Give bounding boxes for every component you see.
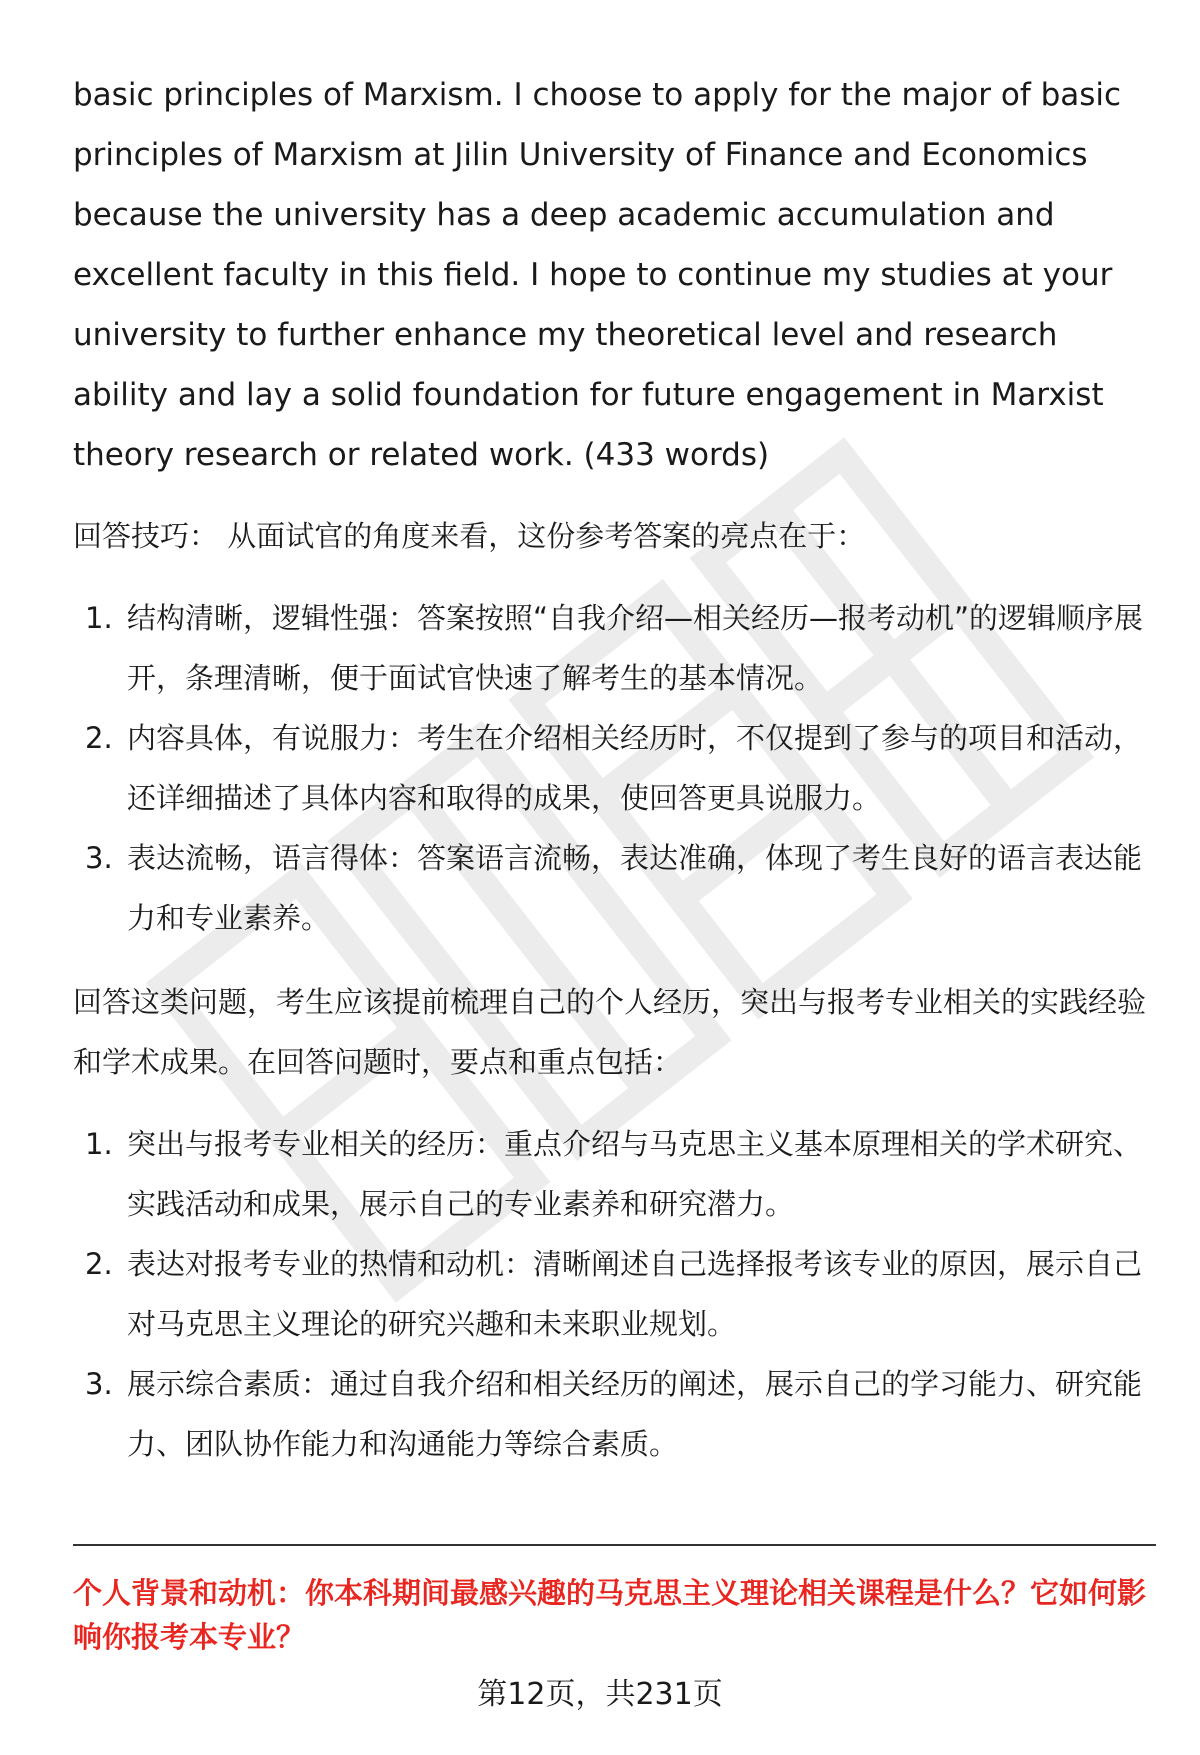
tips-list xyxy=(73,588,1148,948)
list-item xyxy=(73,588,1148,708)
list-item-text: 突出与报考专业相关的经历：重点介绍与马克思主义基本原理相关的学术研究、实践活动和成果，展示自己的专业素养和研究潜力。 xyxy=(127,1127,1143,1221)
tips-intro: 回答技巧： 从面试官的角度来看，这份参考答案的亮点在于： xyxy=(73,519,866,553)
list-item-text: 表达对报考专业的热情和动机：清晰阐述自己选择报考该专业的原因，展示自己对马克思主义理论的研究兴趣和未来职业规划。 xyxy=(127,1247,1143,1341)
list-number: 3. xyxy=(85,1367,113,1401)
list-item xyxy=(73,1234,1148,1354)
list-item-text: 结构清晰，逻辑性强：答案按照“自我介绍—相关经历—报考动机”的逻辑顺序展开，条理清晰，便于面试官快速了解考生的基本情况。 xyxy=(127,601,1144,695)
list-item xyxy=(73,828,1148,948)
list-number: 2. xyxy=(85,721,113,755)
section-divider xyxy=(73,1544,1156,1546)
main-content xyxy=(73,65,1148,1474)
next-question-heading: 个人背景和动机：你本科期间最感兴趣的马克思主义理论相关课程是什么？它如何影响你报考本专业？ xyxy=(73,1576,1147,1654)
list-item xyxy=(73,1114,1148,1234)
body-paragraph: basic principles of Marxism. I choose to apply for the major of basic principles of Marxism at Jilin University of Finance and Economics because the university has a deep academic accumulation and excellent faculty in this field. I hope to continue my studies at your university to further enhance my theoretical level and research ability and lay a solid foundation for future engagement in Marxist theory research or related work. (433 words) xyxy=(73,77,1122,473)
advice-intro: 回答这类问题，考生应该提前梳理自己的个人经历，突出与报考专业相关的实践经验和学术成果。在回答问题时，要点和重点包括： xyxy=(73,985,1147,1079)
list-number: 2. xyxy=(85,1247,113,1281)
list-number: 3. xyxy=(85,841,113,875)
page-footer: 第12页，共231页 xyxy=(477,1677,723,1712)
advice-list xyxy=(73,1114,1148,1474)
list-item xyxy=(73,708,1148,828)
list-item-text: 内容具体，有说服力：考生在介绍相关经历时，不仅提到了参与的项目和活动，还详细描述了具体内容和取得的成果，使回答更具说服力。 xyxy=(127,721,1143,815)
list-number: 1. xyxy=(85,1127,113,1161)
list-item-text: 展示综合素质：通过自我介绍和相关经历的阐述，展示自己的学习能力、研究能力、团队协作能力和沟通能力等综合素质。 xyxy=(127,1367,1143,1461)
list-item xyxy=(73,1354,1148,1474)
list-number: 1. xyxy=(85,601,113,635)
list-item-text: 表达流畅，语言得体：答案语言流畅，表达准确，体现了考生良好的语言表达能力和专业素养。 xyxy=(127,841,1143,935)
